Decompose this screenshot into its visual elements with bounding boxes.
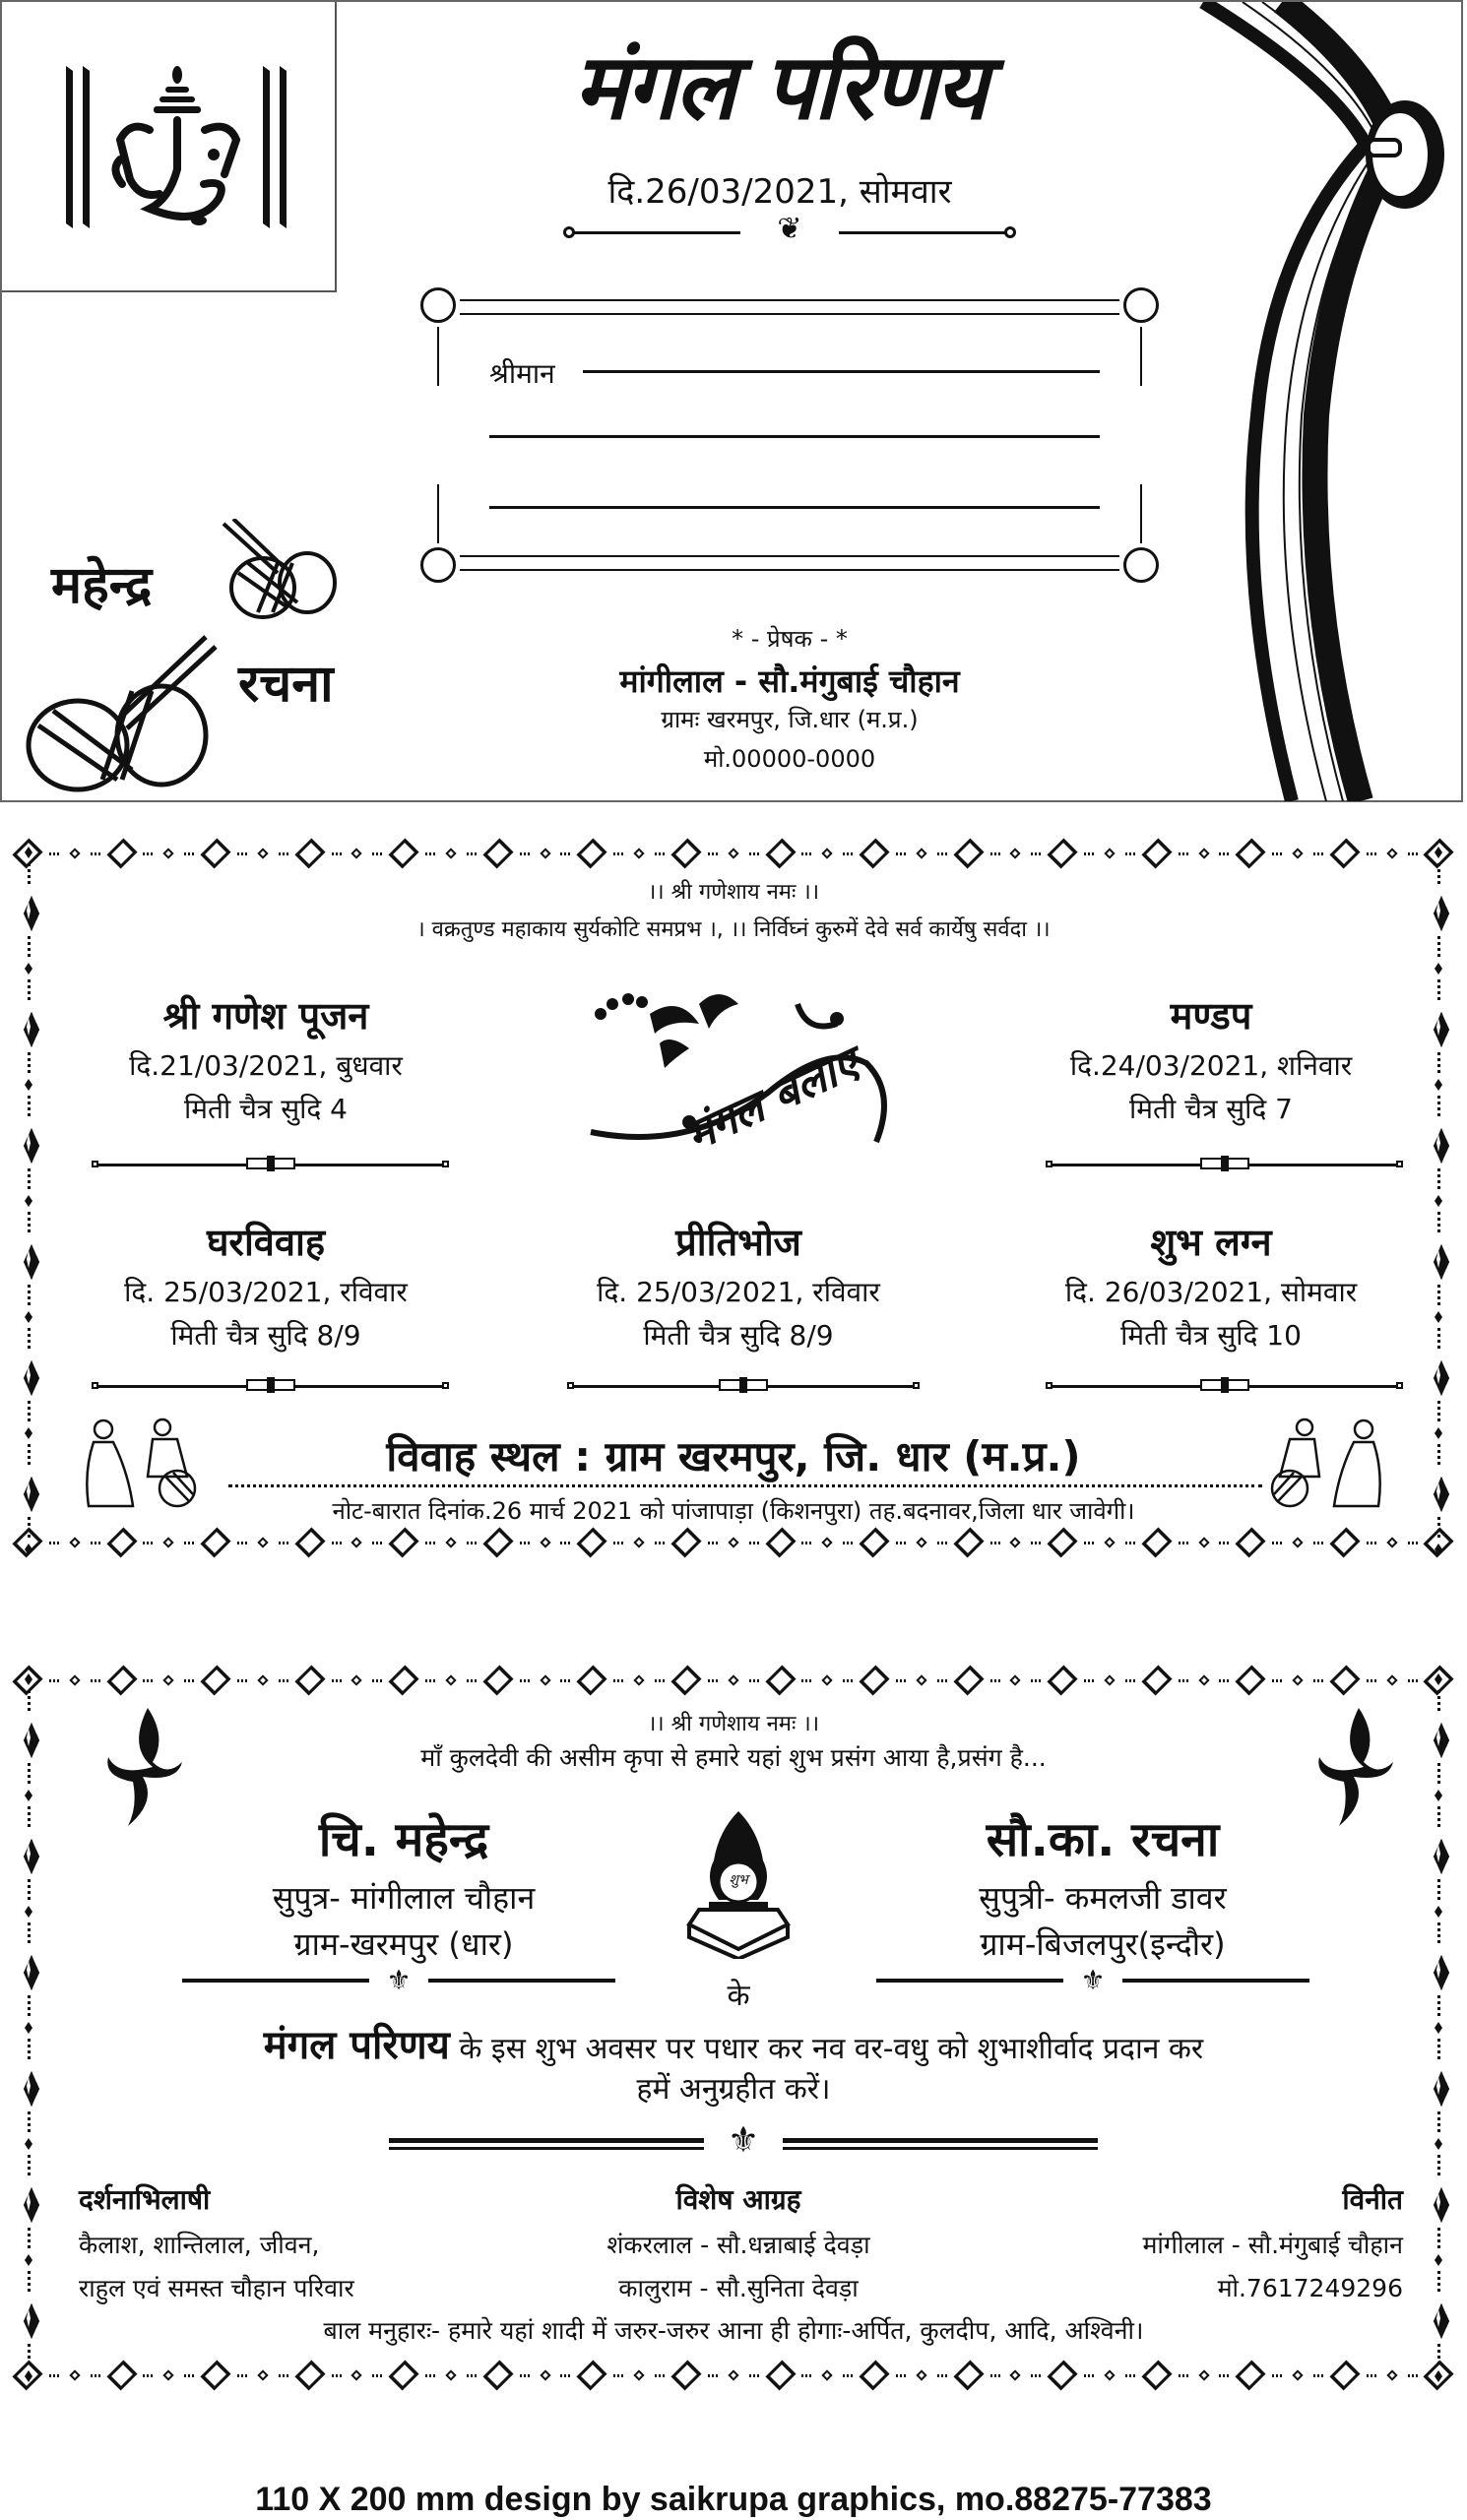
groom-divider [182,1964,615,1996]
border-left [14,847,43,1555]
groom-parent: सुपुत्र- मांगीलाल चौहान [272,1879,536,1917]
event-card [532,1216,945,1354]
bride-parent: सुपुत्री- कमलजी डावर [979,1879,1227,1917]
event-date: दि. 25/03/2021, रविवार [597,1276,880,1308]
event-tithi: मिती चैत्र सुदि 8/9 [170,1319,361,1352]
col-heading: विनीत [1342,2183,1403,2216]
event-date: दि.24/03/2021, शनिवार [1069,1049,1353,1082]
dhol-shehnai-icon [24,632,221,794]
col-vishesh-aagrah [512,2180,965,2304]
border-right [1424,847,1453,1555]
bal-manuhar: बाल मनुहारः- हमारे यहां शादी में जरुर-जरुर आना ही होगाः-अर्पित, कुलदीप, आदि, अश्विनी। [323,2316,1144,2345]
groom-block [197,1806,610,1965]
event-date: दि. 25/03/2021, रविवार [124,1276,408,1308]
border-top [18,1666,1449,1695]
cover-groom-name: महेन्द्र [51,556,153,615]
event-divider [96,1385,445,1388]
bride-village: ग्राम-बिजलपुर(इन्दौर) [980,1925,1226,1963]
bride-divider [876,1964,1309,1996]
col-line: कैलाश, शान्तिलाल, जीवन, [79,2231,320,2259]
groom-name: चि. महेन्द्र [318,1812,489,1867]
events-panel [0,827,1467,1575]
design-credit: 110 X 200 mm design by saikrupa graphics, mo.88275-77383 [255,2481,1212,2518]
event-tithi: मिती चैत्र सुदि 8/9 [643,1319,834,1352]
border-bottom [18,1528,1449,1557]
event-tithi: मिती चैत्र सुदि 7 [1128,1093,1293,1125]
dhol-icon [219,519,342,622]
sender-label: * - प्रेषक - * [732,625,848,653]
col-line: मांगीलाल - सौ.मंगुबाई चौहान [1142,2231,1403,2259]
col-darshanabhilashi [79,2180,492,2304]
event-divider [1050,1385,1399,1388]
col-heading: दर्शनाभिलाषी [79,2183,211,2216]
mangal-balaye-logo [571,975,906,1162]
havan-label: शुभ [729,1872,748,1888]
venue: विवाह स्थल : ग्राम खरमपुर, जि. धार (म.प्र.) [386,1432,1081,1480]
col-line: मो.7617249296 [1217,2274,1403,2302]
flourish-icon: ⚜ [369,1965,428,1996]
venue-separator [228,1484,1262,1487]
event-title: घरविवाह [206,1221,326,1264]
invitation-text [118,2016,1349,2070]
event-title: श्री गणेश पूजन [162,994,369,1038]
invitation-text-2: हमें अनुग्रहीत करें। [636,2072,831,2107]
ganesh-frame [2,2,337,292]
shloka: । वक्रतुण्ड महाकाय सुर्यकोटि समप्रभ ।, ।। निर्विघ्नं कुरुमें देवे सर्व कार्येषु सर्वदा ।। [416,917,1051,942]
event-title: मण्डप [1170,994,1252,1038]
fleur-ornament-icon: ⚜ [704,2116,783,2166]
title-ornament [563,212,1016,246]
wedding-date: दि.26/03/2021, सोमवार [607,172,952,212]
event-tithi: मिती चैत्र सुदि 4 [183,1093,348,1125]
addressee-frame [420,287,1159,583]
event-divider [571,1385,916,1388]
event-divider [1050,1164,1399,1166]
col-line: कालुराम - सौ.सुनिता देवड़ा [618,2274,859,2302]
curtain-drape-icon [1183,2,1463,801]
event-card [1004,989,1418,1127]
sender-address: ग्रामः खरमपुर, जि.धार (म.प्र.) [661,706,919,733]
event-card [1004,1216,1418,1354]
intro-line: माँ कुलदेवी की असीम कृपा से हमारे यहां शुभ प्रसंग आया है,प्रसंग है... [420,1743,1047,1772]
logo-text: मंगल बलाए [678,1038,866,1162]
event-divider [96,1164,445,1166]
border-left [14,1673,43,2382]
bride-name: सौ.का. रचना [986,1812,1220,1867]
event-title: शुभ लग्न [1150,1221,1272,1264]
invite-text: के इस शुभ अवसर पर पधार कर नव वर-वधु को शुभाशीर्वाद प्रदान कर [449,2032,1204,2066]
invocation: ।। श्री गणेशाय नमः ।। [647,1712,820,1736]
col-line: शंकरलाल - सौ.धन्नाबाई देवड़ा [606,2231,870,2259]
event-card [59,1216,473,1354]
addressee-line-2[interactable] [489,435,1100,438]
event-date: दि.21/03/2021, बुधवार [129,1049,403,1082]
event-tithi: मिती चैत्र सुदि 10 [1120,1319,1302,1352]
cover-bride-name: रचना [238,655,334,714]
baraat-note: नोट-बारात दिनांक.26 मार्च 2021 को पांजापाड़ा (किशनपुरा) तह.बदनावर,जिला धार जावेगी। [332,1497,1135,1525]
flourish-icon: ⚜ [1063,1965,1122,1996]
scroll-ornament-icon: ❦ [740,212,839,247]
groom-village: ग्राम-खरमपुर (धार) [293,1925,514,1963]
ganesh-icon [61,61,297,238]
sender-phone: मो.00000-0000 [703,745,876,773]
event-card [59,989,473,1127]
col-heading: विशेष आग्रह [675,2183,801,2216]
addressee-line-1[interactable] [583,370,1100,373]
bride-block [886,1806,1319,1965]
invitation-panel [0,1644,1467,2402]
event-title: प्रीतिभोज [675,1221,801,1264]
col-vineet [985,2180,1403,2304]
invite-highlight: मंगल परिणय [263,2023,450,2068]
border-top [18,839,1449,868]
connector: के [727,1979,750,2013]
title-script: मंगल परिणय [573,33,987,140]
cover-panel [0,0,1463,802]
sender-names: मांगीलाल - सौ.मंगुबाई चौहान [619,662,960,700]
col-line: राहुल एवं समस्त चौहान परिवार [79,2274,354,2302]
event-date: दि. 26/03/2021, सोमवार [1064,1276,1358,1308]
invocation: ।। श्री गणेशाय नमः ।। [647,880,820,905]
addressee-line-3[interactable] [489,506,1100,509]
border-bottom [18,2361,1449,2390]
border-right [1424,1673,1453,2382]
addressee-label: श्रीमान [489,357,555,390]
